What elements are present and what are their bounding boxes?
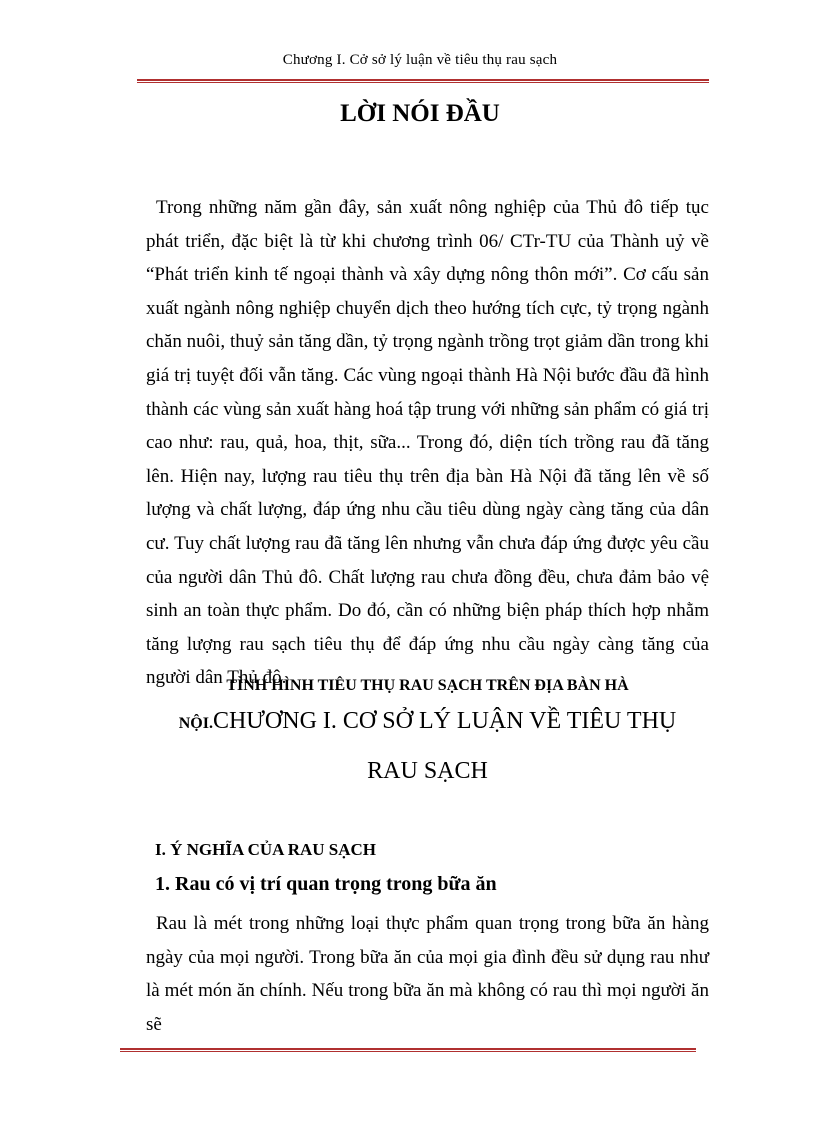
chapter-heading-line1: CHƯƠNG I. CƠ SỞ LÝ LUẬN VỀ TIÊU THỤ xyxy=(212,708,677,734)
header-rule xyxy=(137,79,709,83)
section-paragraph: Rau là mét trong những loại thực phẩm quan trọng trong bữa ăn hàng ngày của mọi người. Trong bữa ăn của mọi gia đình đều sử dụng rau như là mét món ăn chính. Nếu trong bữa ăn mà không có rau thì mọi người ăn sẽ xyxy=(146,913,709,1035)
subsection-heading: 1. Rau có vị trí quan trọng trong bữa ăn xyxy=(155,873,497,895)
footer-rule xyxy=(120,1048,696,1052)
chapter-heading xyxy=(146,708,709,735)
running-header: Chương I. Cở sở lý luận về tiêu thụ rau sạch xyxy=(282,52,558,68)
intro-paragraph: Trong những năm gần đây, sản xuất nông nghiệp của Thủ đô tiếp tục phát triển, đặc biệt là từ khi chương trình 06/ CTr-TU của Thành uỷ về “Phát triển kinh tế ngoại thành và xây dựng nông thôn mới”. Cơ cấu sản xuất ngành nông nghiệp chuyển dịch theo hướng tích cực, tỷ trọng ngành chăn nuôi, thuỷ sản tăng dần, tỷ trọng ngành trồng trọt giảm dần trong khi giá trị tuyệt đối vẫn tăng. Các vùng ngoại thành Hà Nội bước đầu đã hình thành các vùng sản xuất hàng hoá tập trung với những sản phẩm có giá trị cao như: rau, quả, hoa, thịt, sữa... Trong đó, diện tích trồng rau đã tăng lên. Hiện nay, lượng rau tiêu thụ trên địa bàn Hà Nội đã tăng lên về số lượng và chất lượng, đáp ứng nhu cầu tiêu dùng ngày càng tăng của dân cư. Tuy chất lượng rau đã tăng lên nhưng vẫn chưa đáp ứng được yêu cầu của người dân Thủ đô. Chất lượng rau chưa đồng đều, chưa đảm bảo vệ sinh an toàn thực phẩm. Do đó, cần có những biện pháp thích hợp nhằm tăng lượng rau sạch tiêu thụ để đáp ứng nhu cầu ngày càng tăng của người dân Thủ đô. xyxy=(146,197,709,689)
page-title: LỜI NÓI ĐẦU xyxy=(340,100,500,127)
chapter-heading-line2: RAU SẠCH xyxy=(367,758,488,784)
topic-heading: TÌNH HÌNH TIÊU THỤ RAU SẠCH TRÊN ĐỊA BÀN HÀ xyxy=(226,677,629,694)
section-heading: I. Ý NGHĨA CỦA RAU SẠCH xyxy=(155,840,377,859)
topic-heading-tail: NỘI. xyxy=(178,715,213,732)
